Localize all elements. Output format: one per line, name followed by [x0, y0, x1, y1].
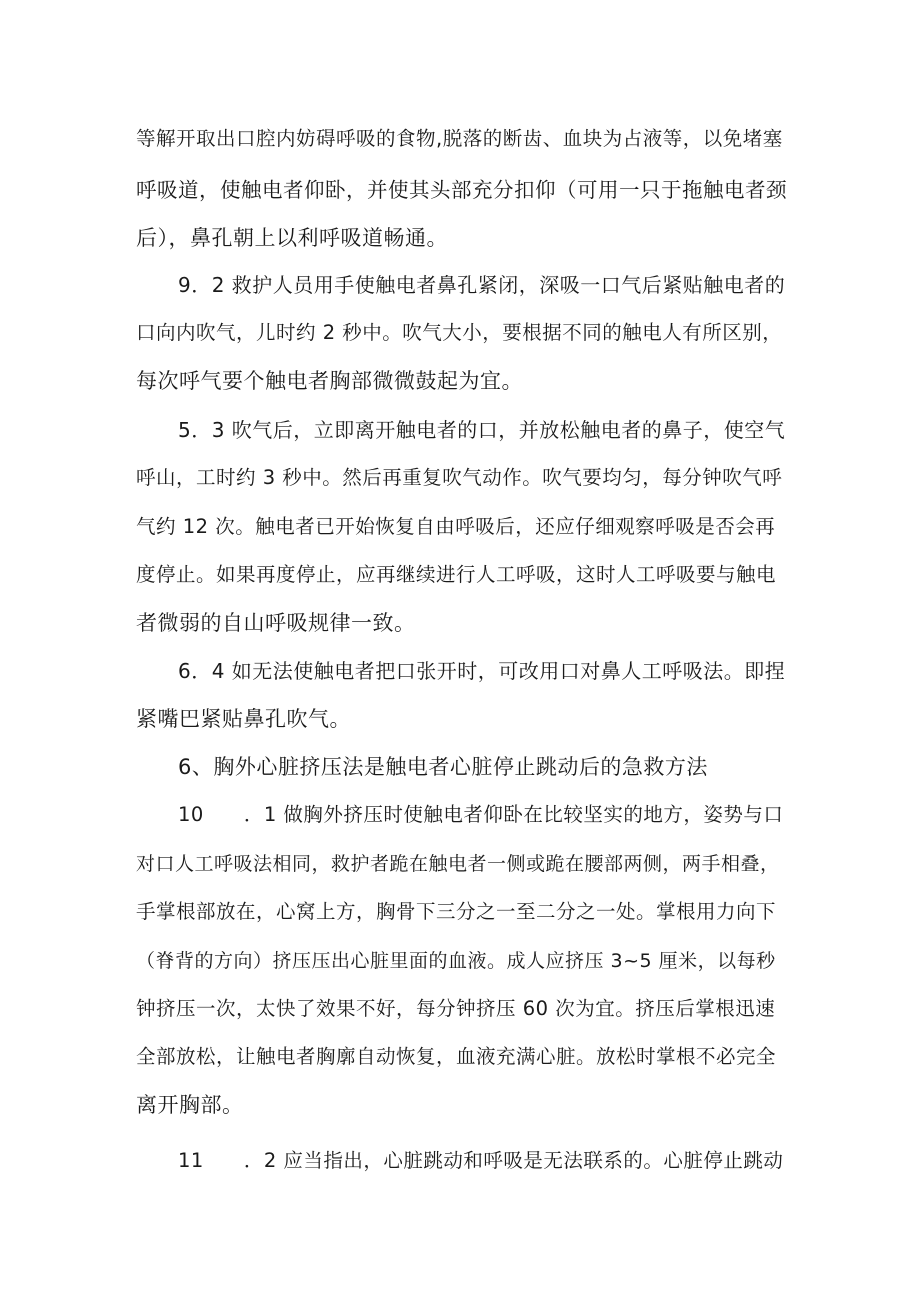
text-line: 钟挤压一次，太快了效果不好，每分钟挤压 60 次为宜。挤压后掌根迅速	[136, 997, 776, 1020]
text-line: 度停止。如果再度停止，应再继续进行人工呼吸，这时人工呼吸要与触电	[136, 563, 777, 586]
text-line: 气约 12 次。触电者已开始恢复自由呼吸后，还应仔细观察呼吸是否会再	[136, 515, 776, 538]
text-line: 全部放松，让触电者胸廓自动恢复，血液充满心脏。放松时掌根不必完全	[136, 1045, 777, 1068]
text-line: 5．3 吹气后，立即离开触电者的口，并放松触电者的鼻子，使空气	[178, 418, 786, 442]
text-line: （脊背的方向）挤压压出心脏里面的血液。成人应挤压 3~5 厘米，以每秒	[136, 950, 776, 972]
text-line: 对口人工呼吸法相同，救护者跪在触电者一侧或跪在腰部两侧，两手相叠，	[136, 853, 780, 875]
text-line: 等解开取出口腔内妨碍呼吸的食物,脱落的断齿、血块为占液等，以免堵塞	[136, 127, 783, 150]
text-line: 6．4 如无法使触电者把口张开时，可改用口对鼻人工呼吸法。即捏	[178, 659, 786, 683]
text-line: 呼山，工时约 3 秒中。然后再重复吹气动作。吹气要均匀，每分钟吹气呼	[136, 466, 783, 489]
text-line: 口向内吹气，儿时约 2 秒中。吹气大小，要根据不同的触电人有所区别，	[136, 321, 783, 344]
text-line: 手掌根部放在，心窝上方，胸骨下三分之一至二分之一处。掌根用力向下	[136, 900, 777, 923]
text-line: 后），鼻孔朝上以利呼吸道畅通。	[136, 226, 448, 250]
text-line: 10 ．1 做胸外挤压时使触电者仰卧在比较坚实的地方，姿势与口	[178, 803, 784, 826]
text-line: 紧嘴巴紧贴鼻孔吹气。	[136, 707, 351, 731]
section-heading: 6、胸外心脏挤压法是触电者心脏停止跳动后的急救方法	[178, 755, 708, 779]
text-line: 11 ．2 应当指出，心脏跳动和呼吸是无法联系的。心脏停止跳动	[178, 1149, 784, 1172]
text-line: 呼吸道，使触电者仰卧，并使其头部充分扣仰（可用一只于拖触电者颈	[136, 178, 787, 202]
text-line: 每次呼气要个触电者胸部微微鼓起为宜。	[136, 369, 523, 393]
text-line: 离开胸部。	[136, 1093, 244, 1117]
text-line: 者微弱的自山呼吸规律一致。	[136, 611, 416, 635]
text-line: 9．2 救护人员用手使触电者鼻孔紧闭，深吸一口气后紧贴触电者的	[178, 273, 786, 297]
